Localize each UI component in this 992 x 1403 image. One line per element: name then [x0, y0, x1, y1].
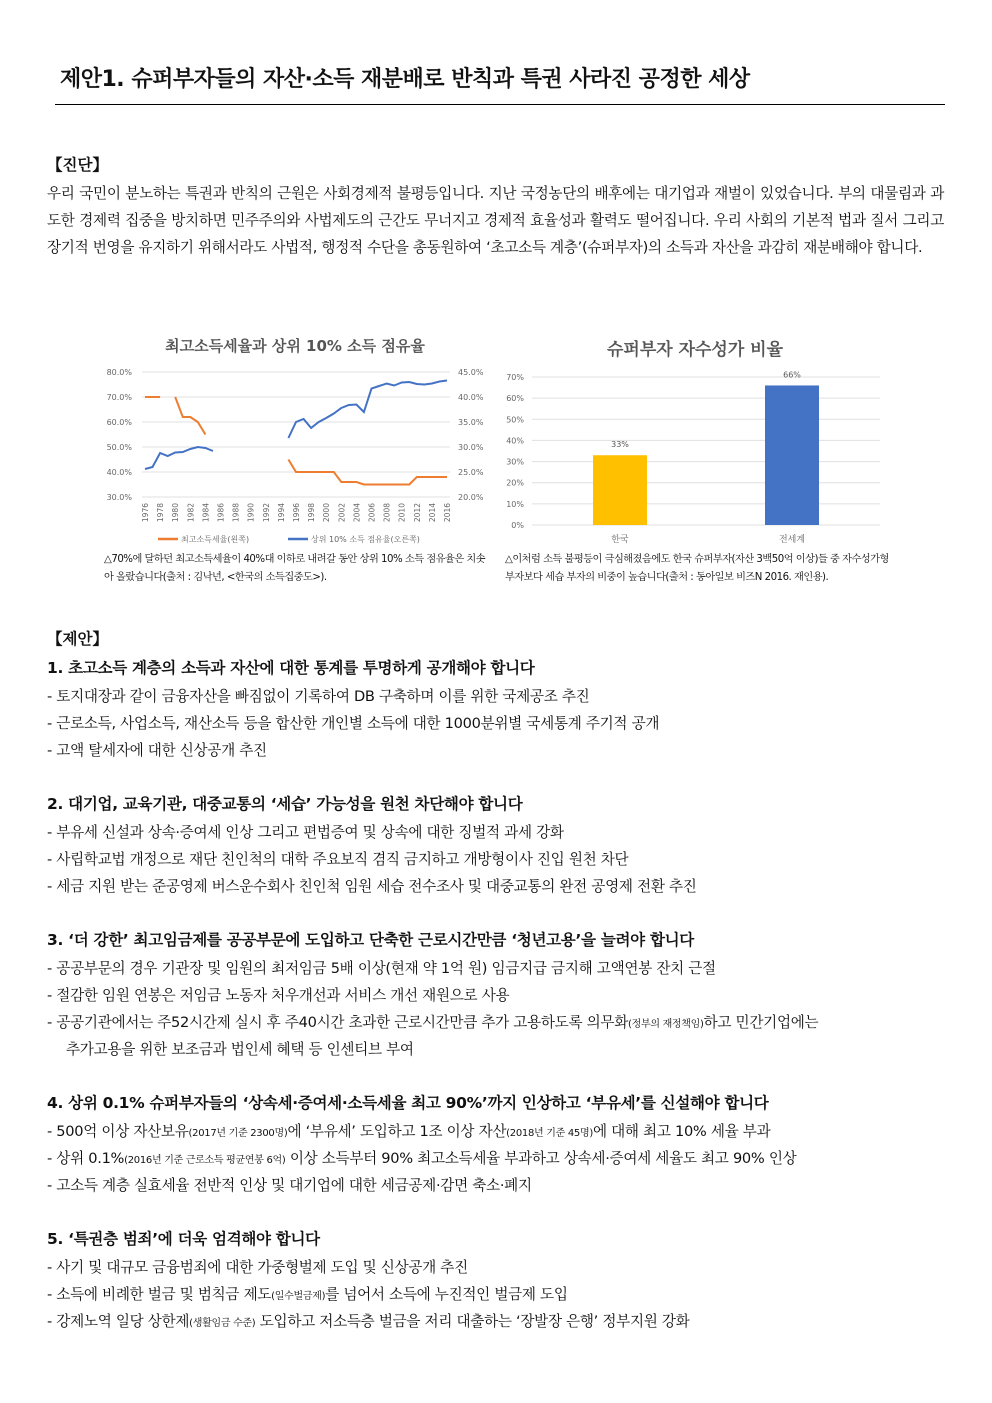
- chart-title: 슈퍼부자 자수성가 비율: [606, 340, 784, 360]
- y-tick: 40%: [506, 436, 524, 446]
- section-5-title: 5. ‘특권층 범죄’에 더욱 엄격해야 합니다: [47, 1230, 320, 1248]
- list-item: - 사기 및 대규모 금융범죄에 대한 가중형벌제 도입 및 신상공개 추진: [47, 1259, 468, 1276]
- y-right-tick: 25.0%: [458, 468, 484, 477]
- x-tick: 2002: [337, 503, 347, 523]
- x-tick: 2004: [352, 503, 362, 523]
- list-item: - 절감한 임원 연봉은 저임금 노동자 처우개선과 서비스 개선 재원으로 사용: [47, 987, 510, 1004]
- y-tick: 30%: [506, 457, 524, 467]
- line-chart: [100, 325, 500, 550]
- x-tick: 1990: [246, 503, 256, 523]
- chart-title: 최고소득세율과 상위 10% 소득 점유율: [165, 337, 425, 355]
- item-text: 를 넘어서 소득에 누진적인 벌금제 도입: [325, 1286, 568, 1303]
- list-item: [47, 1011, 818, 1032]
- list-item: - 사립학교법 개정으로 재단 친인척의 대학 주요보직 겸직 금지하고 개방형이사 진입 원천 차단: [47, 851, 629, 868]
- x-tick: 2014: [427, 503, 437, 523]
- x-tick: 1996: [292, 503, 301, 523]
- series-line: [145, 381, 447, 470]
- x-tick: 1978: [156, 503, 166, 523]
- list-item: [47, 1283, 568, 1304]
- section-2-title: 2. 대기업, 교육기관, 대중교통의 ‘세습’ 가능성을 원천 차단해야 합니다: [47, 795, 523, 813]
- x-tick: 1980: [171, 503, 181, 523]
- item-note: (정부의 재정책임): [628, 1019, 704, 1030]
- title-divider: [55, 104, 945, 105]
- proposal-heading: 【제안】: [47, 630, 108, 648]
- y-tick: 70%: [506, 373, 524, 382]
- bar-chart-caption: △이처럼 소득 불평등이 극심해졌음에도 한국 슈퍼부자(자산 3백50억 이상)들 중 자수성가형 부자보다 세습 부자의 비중이 높습니다(출처 : 동아일보 비즈N 2016. 재인용).: [505, 554, 889, 583]
- item-text: - 소득에 비례한 벌금 및 범칙금 제도: [47, 1286, 272, 1303]
- item-note: (2017년 기준 2300명): [188, 1128, 288, 1139]
- list-item: - 토지대장과 같이 금융자산을 빠짐없이 기록하여 DB 구축하며 이를 위한 국제공조 추진: [47, 688, 590, 705]
- x-tick: 1982: [186, 503, 196, 523]
- section-3-title: 3. ‘더 강한’ 최고임금제를 공공부문에 도입하고 단축한 근로시간만큼 ‘청년고용’을 늘려야 합니다: [47, 931, 694, 949]
- bar: [593, 455, 647, 525]
- section-4-title: 4. 상위 0.1% 슈퍼부자들의 ‘상속세·증여세·소득세율 최고 90%’까지 인상하고 ‘부유세’를 신설해야 합니다: [47, 1094, 769, 1112]
- y-left-tick: 30.0%: [106, 493, 132, 502]
- x-tick: 1988: [231, 503, 241, 523]
- x-tick: 2016: [443, 503, 452, 523]
- list-item: - 부유세 신설과 상속·증여세 인상 그리고 편법증여 및 상속에 대한 징벌적 과세 강화: [47, 824, 564, 841]
- item-text: 에 대해 최고 10% 세율 부과: [592, 1123, 771, 1140]
- y-left-tick: 50.0%: [106, 443, 132, 452]
- y-right-tick: 40.0%: [458, 393, 484, 402]
- y-right-tick: 30.0%: [458, 443, 484, 452]
- item-note: (2016년 기준 근로소득 평균연봉 6억): [124, 1155, 286, 1166]
- y-right-tick: 35.0%: [458, 418, 484, 427]
- x-tick: 2008: [382, 503, 392, 523]
- x-tick: 한국: [611, 535, 629, 545]
- list-item-continued: 추가고용을 위한 보조금과 법인세 혜택 등 인센티브 부여: [66, 1041, 414, 1058]
- y-tick: 50%: [506, 415, 524, 425]
- item-text: 에 ‘부유세’ 도입하고 1조 이상 자산: [287, 1123, 507, 1140]
- page-title: 제안1. 슈퍼부자들의 자산·소득 재분배로 반칙과 특권 사라진 공정한 세상: [60, 67, 750, 92]
- item-text: 이상 소득부터 90% 최고소득세율 부과하고 상속세·증여세 세율도 최고 90% 인상: [285, 1150, 797, 1167]
- y-tick: 10%: [506, 499, 524, 509]
- x-tick: 2012: [412, 503, 422, 523]
- list-item: - 공공부문의 경우 기관장 및 임원의 최저임금 5배 이상(현재 약 1억 원) 임금지급 금지해 고액연봉 잔치 근절: [47, 960, 716, 977]
- x-tick: 2006: [367, 503, 377, 523]
- item-text: 도입하고 저소득층 벌금을 저리 대출하는 ‘장발장 은행’ 정부지원 강화: [255, 1313, 690, 1330]
- x-tick: 1984: [201, 503, 211, 523]
- list-item: - 고액 탈세자에 대한 신상공개 추진: [47, 742, 267, 759]
- bar-chart: [500, 325, 900, 550]
- legend-label: 상위 10% 소득 점유율(오른쪽): [311, 535, 420, 544]
- line-chart-caption: △70%에 달하던 최고소득세율이 40%대 이하로 내려갈 동안 상위 10% 소득 점유율은 치솟아 올랐습니다(출처 : 김낙년, <한국의 소득집중도>).: [104, 554, 486, 583]
- y-left-tick: 80.0%: [106, 368, 132, 377]
- item-text: 하고 민간기업에는: [703, 1014, 819, 1031]
- item-text: - 공공기관에서는 주52시간제 실시 후 주40시간 초과한 근로시간만큼 추가 고용하도록 의무화: [47, 1014, 629, 1031]
- data-label: 66%: [783, 370, 801, 380]
- x-tick: 2000: [322, 503, 332, 523]
- data-label: 33%: [611, 440, 629, 450]
- item-note: (생활임금 수준): [189, 1318, 256, 1329]
- y-right-tick: 20.0%: [458, 493, 484, 502]
- list-item: [47, 1147, 796, 1168]
- diagnosis-heading: 【진단】: [47, 156, 108, 174]
- y-tick: 60%: [506, 394, 524, 404]
- y-left-tick: 60.0%: [106, 418, 132, 427]
- legend-label: 최고소득세율(왼쪽): [181, 535, 250, 544]
- x-tick: 전세계: [778, 535, 806, 545]
- x-tick: 1976: [141, 503, 150, 523]
- item-text: - 강제노역 일당 상한제: [47, 1313, 190, 1330]
- list-item: [47, 1120, 770, 1141]
- x-tick: 1994: [276, 503, 286, 523]
- list-item: - 근로소득, 사업소득, 재산소득 등을 합산한 개인별 소득에 대한 1000분위별 국세통계 주기적 공개: [47, 715, 660, 732]
- x-tick: 1992: [261, 503, 271, 523]
- list-item: - 고소득 계층 실효세율 전반적 인상 및 대기업에 대한 세금공제·감면 축소·폐지: [47, 1177, 532, 1194]
- section-1-title: 1. 초고소득 계층의 소득과 자산에 대한 통계를 투명하게 공개해야 합니다: [47, 659, 535, 677]
- y-left-tick: 40.0%: [106, 468, 132, 477]
- y-right-tick: 45.0%: [458, 368, 484, 377]
- diagnosis-text: 우리 국민이 분노하는 특권과 반칙의 근원은 사회경제적 불평등입니다. 지난 국정농단의 배후에는 대기업과 재벌이 있었습니다. 부의 대물림과 과도한 경제력 집중을 방치하면 민주주의와 사법제도의 근간도 무너지고 경제적 효율성과 활력도 떨어집니다. 우리 사회의 기본적 법과 질서 그리고 장기적 번영을 유지하기 위해서라도 사법적, 행정적 수단을 총동원하여 ‘초고소득 계층’(슈퍼부자)의 소득과 자산을 과감히 재분배해야 합니다.: [47, 185, 944, 256]
- x-tick: 2010: [397, 503, 407, 523]
- y-left-tick: 70.0%: [106, 393, 132, 402]
- y-tick: 20%: [506, 478, 524, 488]
- bar: [765, 385, 819, 525]
- item-note: (2018년 기준 45명): [506, 1128, 593, 1139]
- list-item: - 세금 지원 받는 준공영제 버스운수회사 친인척 임원 세습 전수조사 및 대중교통의 완전 공영제 전환 추진: [47, 878, 697, 895]
- item-text: - 상위 0.1%: [47, 1150, 125, 1167]
- list-item: [47, 1310, 690, 1331]
- item-note: (일수벌금제): [271, 1291, 326, 1302]
- item-text: - 500억 이상 자산보유: [47, 1123, 189, 1140]
- y-tick: 0%: [511, 521, 524, 530]
- x-tick: 1986: [216, 503, 226, 523]
- series-line: [145, 397, 447, 485]
- x-tick: 1998: [307, 503, 317, 523]
